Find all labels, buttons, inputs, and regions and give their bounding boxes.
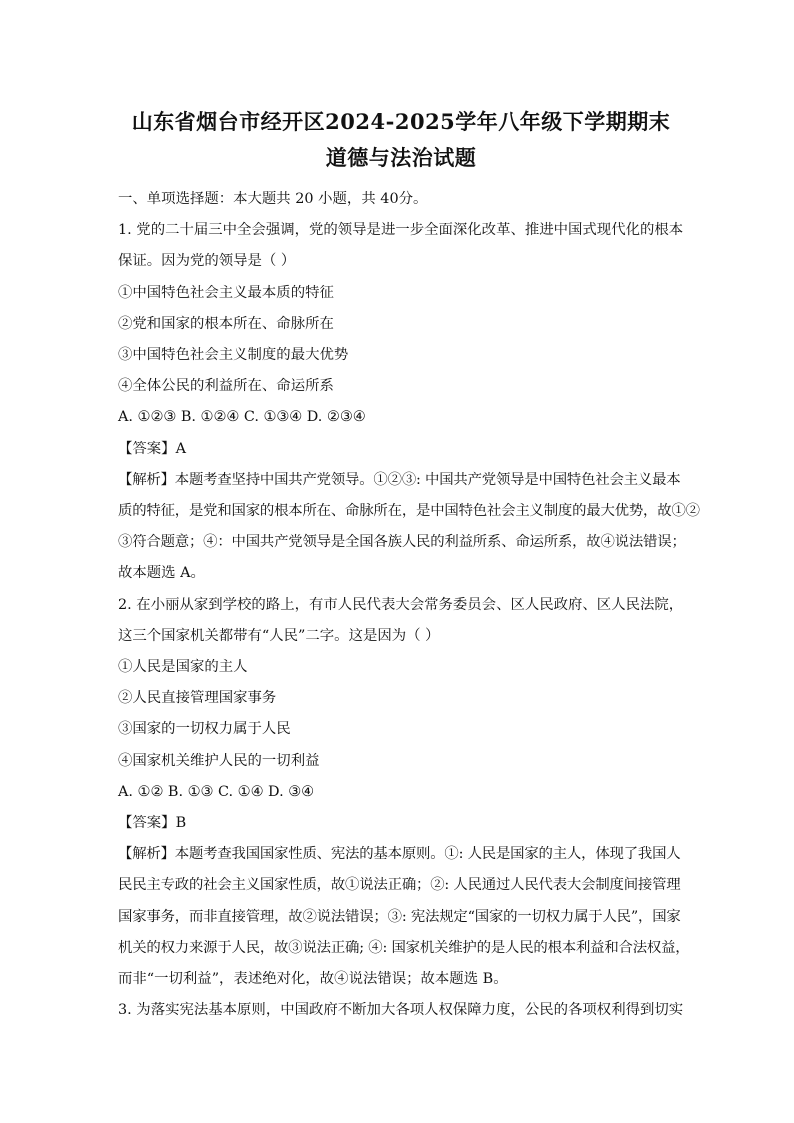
question-1-choices: A. ①②③ B. ①②④ C. ①③④ D. ②③④ bbox=[118, 409, 366, 426]
question-1-option-1: ①中国特色社会主义最本质的特征 bbox=[118, 284, 334, 301]
question-1-analysis-line3: ③符合题意；④：中国共产党领导是全国各族人民的利益所系、命运所系，故④说法错误； bbox=[118, 534, 686, 551]
question-2-choices: A. ①② B. ①③ C. ①④ D. ③④ bbox=[118, 783, 315, 800]
question-1-option-3: ③中国特色社会主义制度的最大优势 bbox=[118, 347, 349, 364]
question-2-option-4: ④国家机关维护人民的一切利益 bbox=[118, 752, 320, 769]
question-2-answer: 【答案】B bbox=[118, 815, 187, 832]
question-1-answer: 【答案】A bbox=[118, 440, 186, 457]
question-1-stem-line1: 1. 党的二十届三中全会强调，党的领导是进一步全面深化改革、推进中国式现代化的根本 bbox=[118, 222, 684, 239]
question-2-analysis-line5: 而非“一切利益”，表述绝对化，故④说法错误；故本题选 B。 bbox=[118, 971, 508, 988]
section-heading: 一、单项选择题：本大题共 20 小题，共 40分。 bbox=[118, 191, 428, 207]
question-1-option-2: ②党和国家的根本所在、命脉所在 bbox=[118, 315, 334, 332]
question-2-option-1: ①人民是国家的主人 bbox=[118, 659, 248, 676]
question-2-analysis-line2: 民民主专政的社会主义国家性质，故①说法正确；②: 人民通过人民代表大会制度间接管理 bbox=[118, 877, 681, 894]
document-title-line1: 山东省烟台市经开区2024-2025学年八年级下学期期末 bbox=[131, 109, 671, 134]
question-1-analysis-line1: 【解析】本题考查坚持中国共产党领导。①②③: 中国共产党领导是中国特色社会主义最本 bbox=[118, 471, 681, 488]
document-title-line2: 道德与法治试题 bbox=[325, 145, 477, 170]
question-1-option-4: ④全体公民的利益所在、命运所系 bbox=[118, 378, 334, 395]
question-1-stem-line2: 保证。因为党的领导是（ ） bbox=[118, 253, 296, 270]
question-1-analysis-line4: 故本题选 A。 bbox=[118, 565, 205, 582]
question-2-stem-line1: 2. 在小丽从家到学校的路上，有市人民代表大会常务委员会、区人民政府、区人民法院， bbox=[118, 596, 684, 613]
question-2-option-2: ②人民直接管理国家事务 bbox=[118, 690, 277, 707]
question-2-analysis-line4: 机关的权力来源于人民，故③说法正确; ④: 国家机关维护的是人民的根本利益和合法权益， bbox=[118, 939, 690, 956]
question-1-analysis-line2: 质的特征，是党和国家的根本所在、命脉所在，是中国特色社会主义制度的最大优势，故①② bbox=[118, 503, 700, 520]
question-2-analysis-line3: 国家事务，而非直接管理，故②说法错误；③: 宪法规定“国家的一切权力属于人民”，国家 bbox=[118, 908, 681, 925]
question-3-stem-line1: 3. 为落实宪法基本原则，中国政府不断加大各项人权保障力度，公民的各项权利得到切实 bbox=[118, 1002, 684, 1019]
question-2-analysis-line1: 【解析】本题考查我国国家性质、宪法的基本原则。①: 人民是国家的主人，体现了我国人 bbox=[118, 846, 681, 863]
question-2-stem-line2: 这三个国家机关都带有“人民”二字。这是因为（ ） bbox=[118, 627, 440, 644]
question-2-option-3: ③国家的一切权力属于人民 bbox=[118, 721, 291, 738]
